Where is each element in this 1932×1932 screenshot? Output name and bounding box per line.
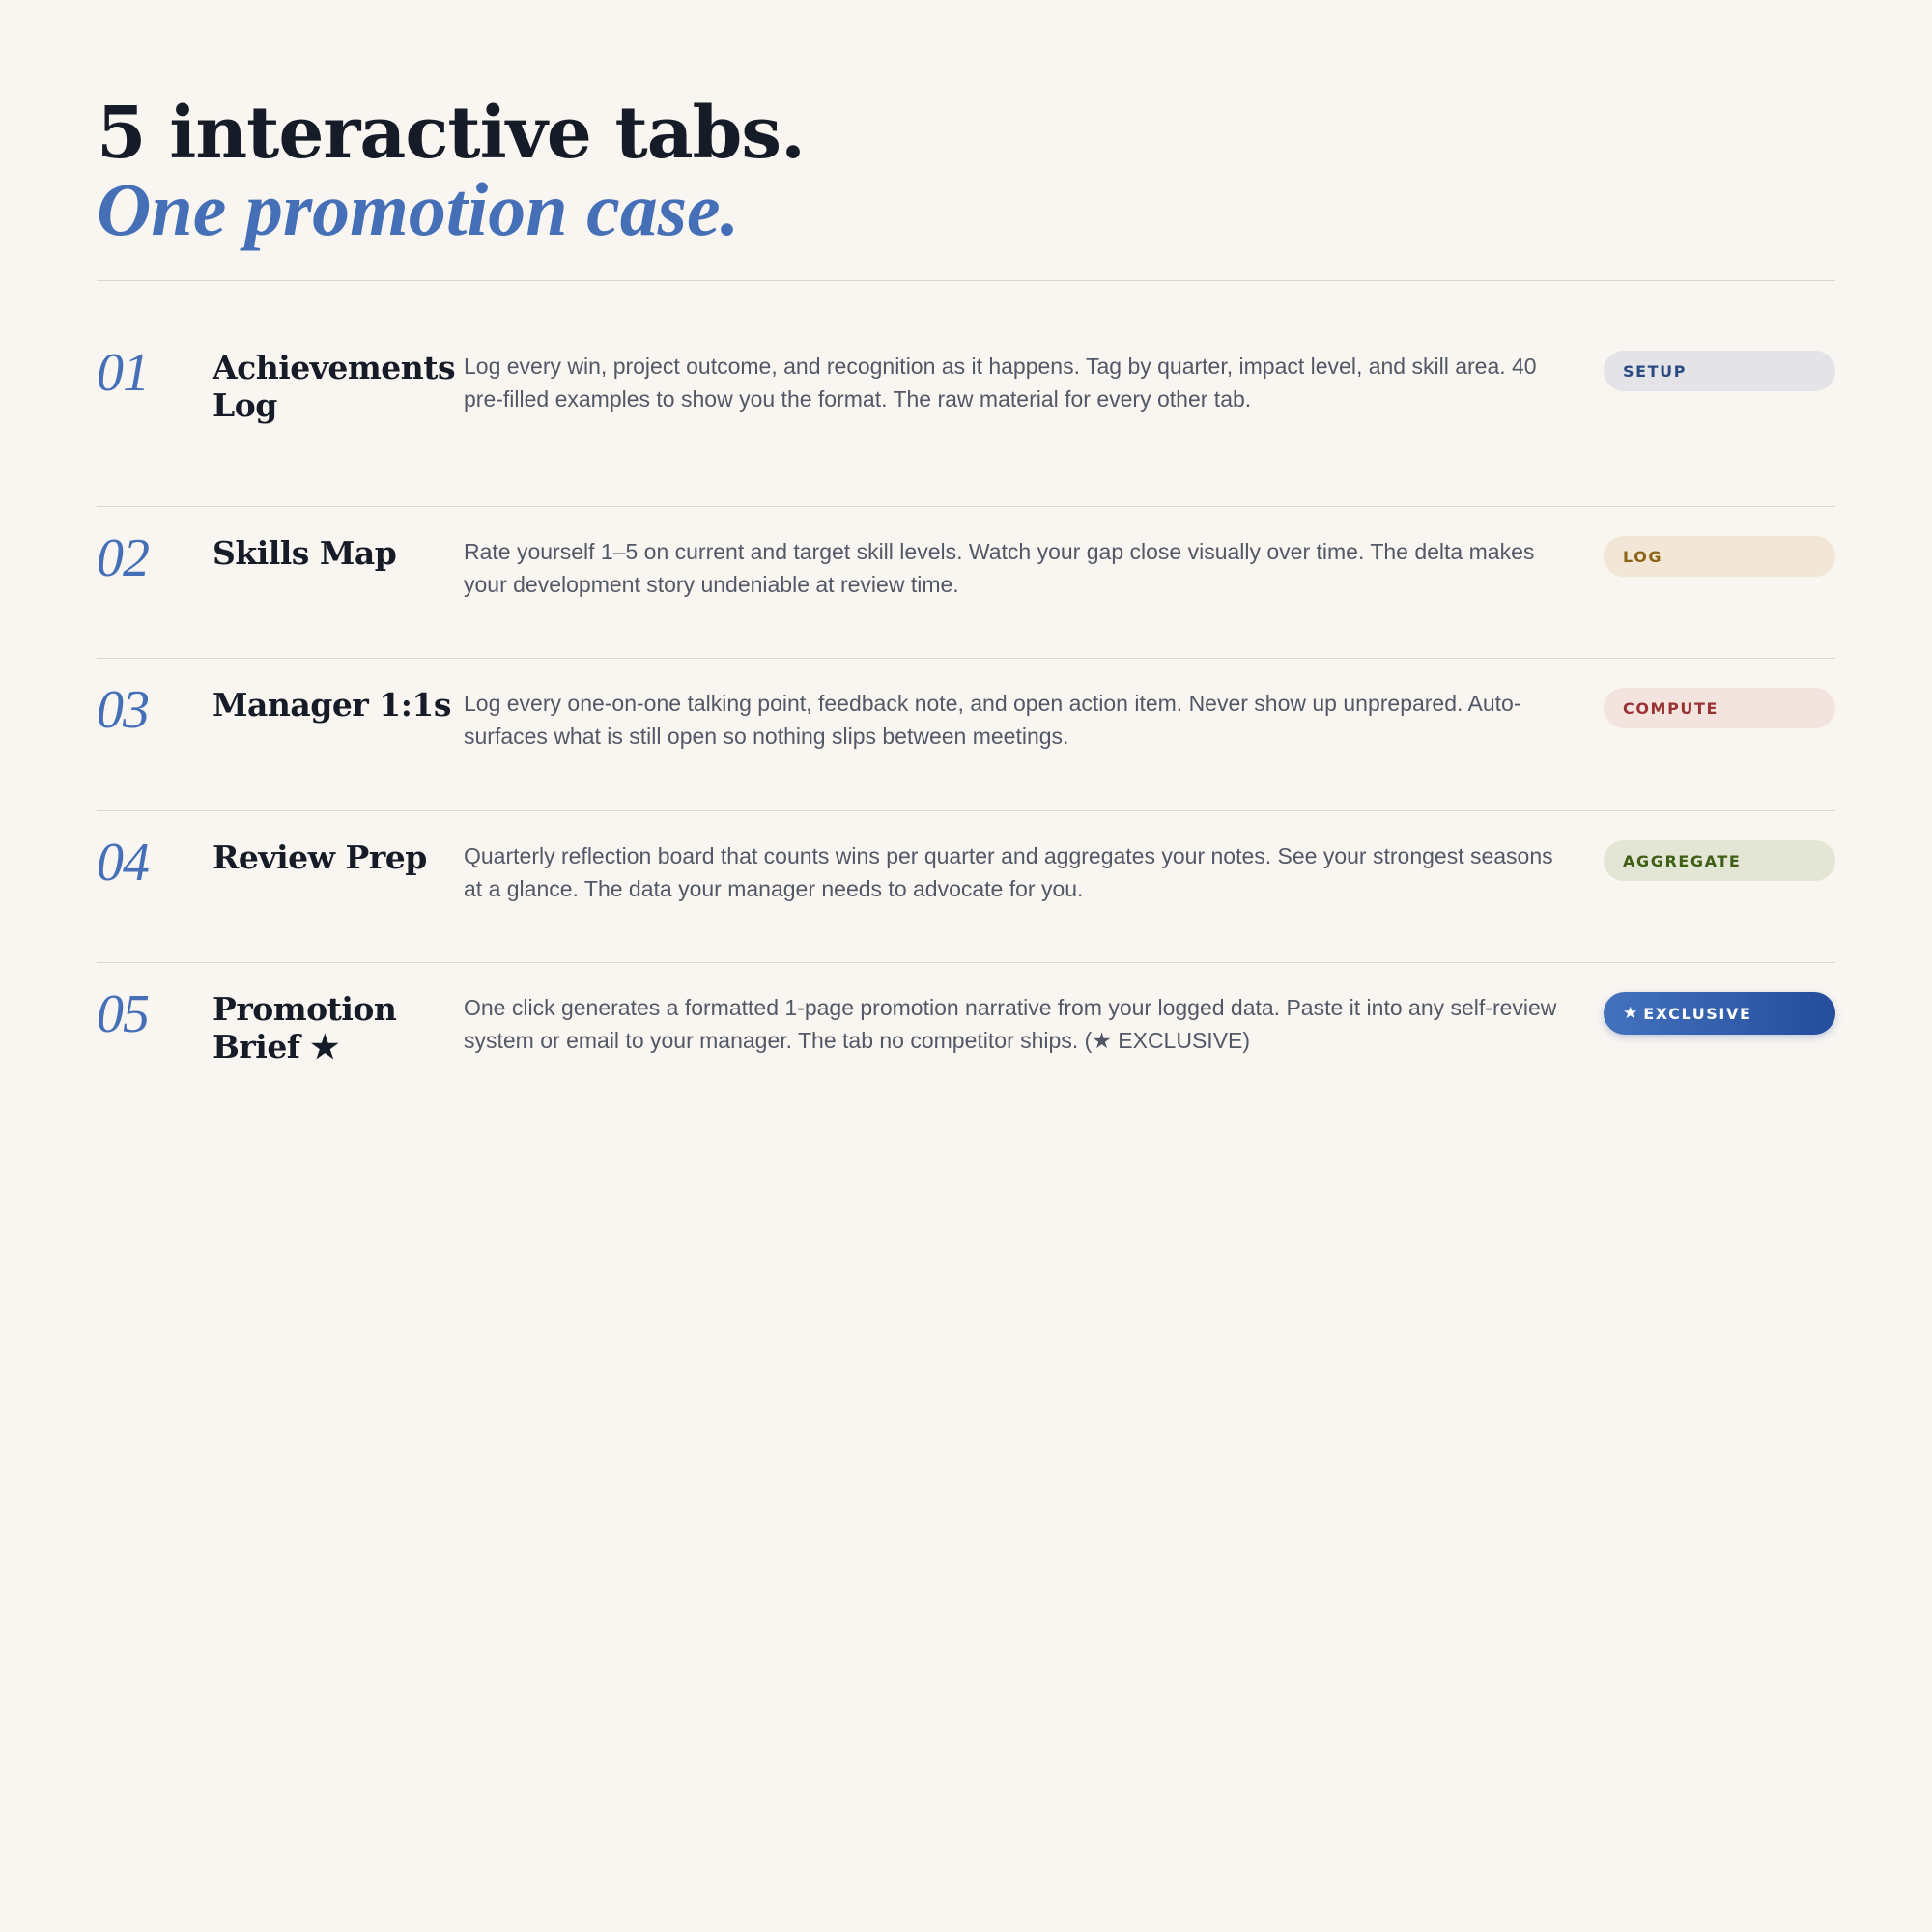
tab-number: 03 xyxy=(97,680,149,740)
tab-description: Quarterly reflection board that counts wins per quarter and aggregates your notes. See your strongest seasons at a glance. The data your manager needs to advocate for you. xyxy=(464,843,1553,901)
page-subtitle: One promotion case. xyxy=(97,167,740,251)
tab-row-skills-map[interactable] xyxy=(97,507,1835,659)
tab-name: Promotion Brief ★ xyxy=(213,990,397,1065)
page-header xyxy=(97,0,1835,281)
tab-row-review-prep[interactable] xyxy=(97,811,1835,963)
tab-badge-container xyxy=(1604,836,1835,881)
log-badge: LOG xyxy=(1604,536,1835,577)
tab-name: Review Prep xyxy=(213,838,427,876)
tab-description: Rate yourself 1–5 on current and target skill levels. Watch your gap close visually over time. The delta makes your development story undeniable at review time. xyxy=(464,539,1535,597)
tab-number: 01 xyxy=(97,343,149,403)
tab-number: 05 xyxy=(97,984,149,1044)
page-title: 5 interactive tabs. xyxy=(97,92,805,175)
tab-name: Achievements Log xyxy=(213,349,456,424)
tab-description: Log every one-on-one talking point, feedback note, and open action item. Never show up unprepared. Auto-surfaces what is still open so nothing slips between meetings. xyxy=(464,691,1521,749)
tab-badge-container xyxy=(1604,683,1835,728)
tab-row-achievements-log[interactable] xyxy=(97,322,1835,507)
compute-badge: COMPUTE xyxy=(1604,688,1835,728)
tab-badge-container xyxy=(1604,346,1835,391)
tab-row-promotion-brief[interactable] xyxy=(97,963,1835,1108)
tab-badge-container xyxy=(1604,987,1835,1035)
tab-badge-container xyxy=(1604,531,1835,577)
aggregate-badge: AGGREGATE xyxy=(1604,840,1835,881)
tab-row-manager-1on1s[interactable] xyxy=(97,659,1835,811)
tab-name: Skills Map xyxy=(213,534,397,572)
tab-list xyxy=(97,322,1835,1108)
tab-description: One click generates a formatted 1-page promotion narrative from your logged data. Paste it into any self-review system or email to your manager. The tab no competitor ships. (★ EXCLUSIVE) xyxy=(464,995,1557,1053)
page xyxy=(97,0,1835,1108)
tab-number: 02 xyxy=(97,528,149,588)
header-divider xyxy=(97,280,1835,281)
exclusive-badge-label: EXCLUSIVE xyxy=(1643,1004,1752,1023)
tab-description: Log every win, project outcome, and recognition as it happens. Tag by quarter, impact level, and skill area. 40 pre-filled examples to show you the format. The raw material for every other tab. xyxy=(464,354,1537,412)
setup-badge: SETUP xyxy=(1604,351,1835,391)
tab-number: 04 xyxy=(97,833,149,893)
exclusive-badge xyxy=(1604,992,1835,1035)
star-icon: ★ xyxy=(1623,1004,1638,1023)
tab-name: Manager 1:1s xyxy=(213,686,451,724)
